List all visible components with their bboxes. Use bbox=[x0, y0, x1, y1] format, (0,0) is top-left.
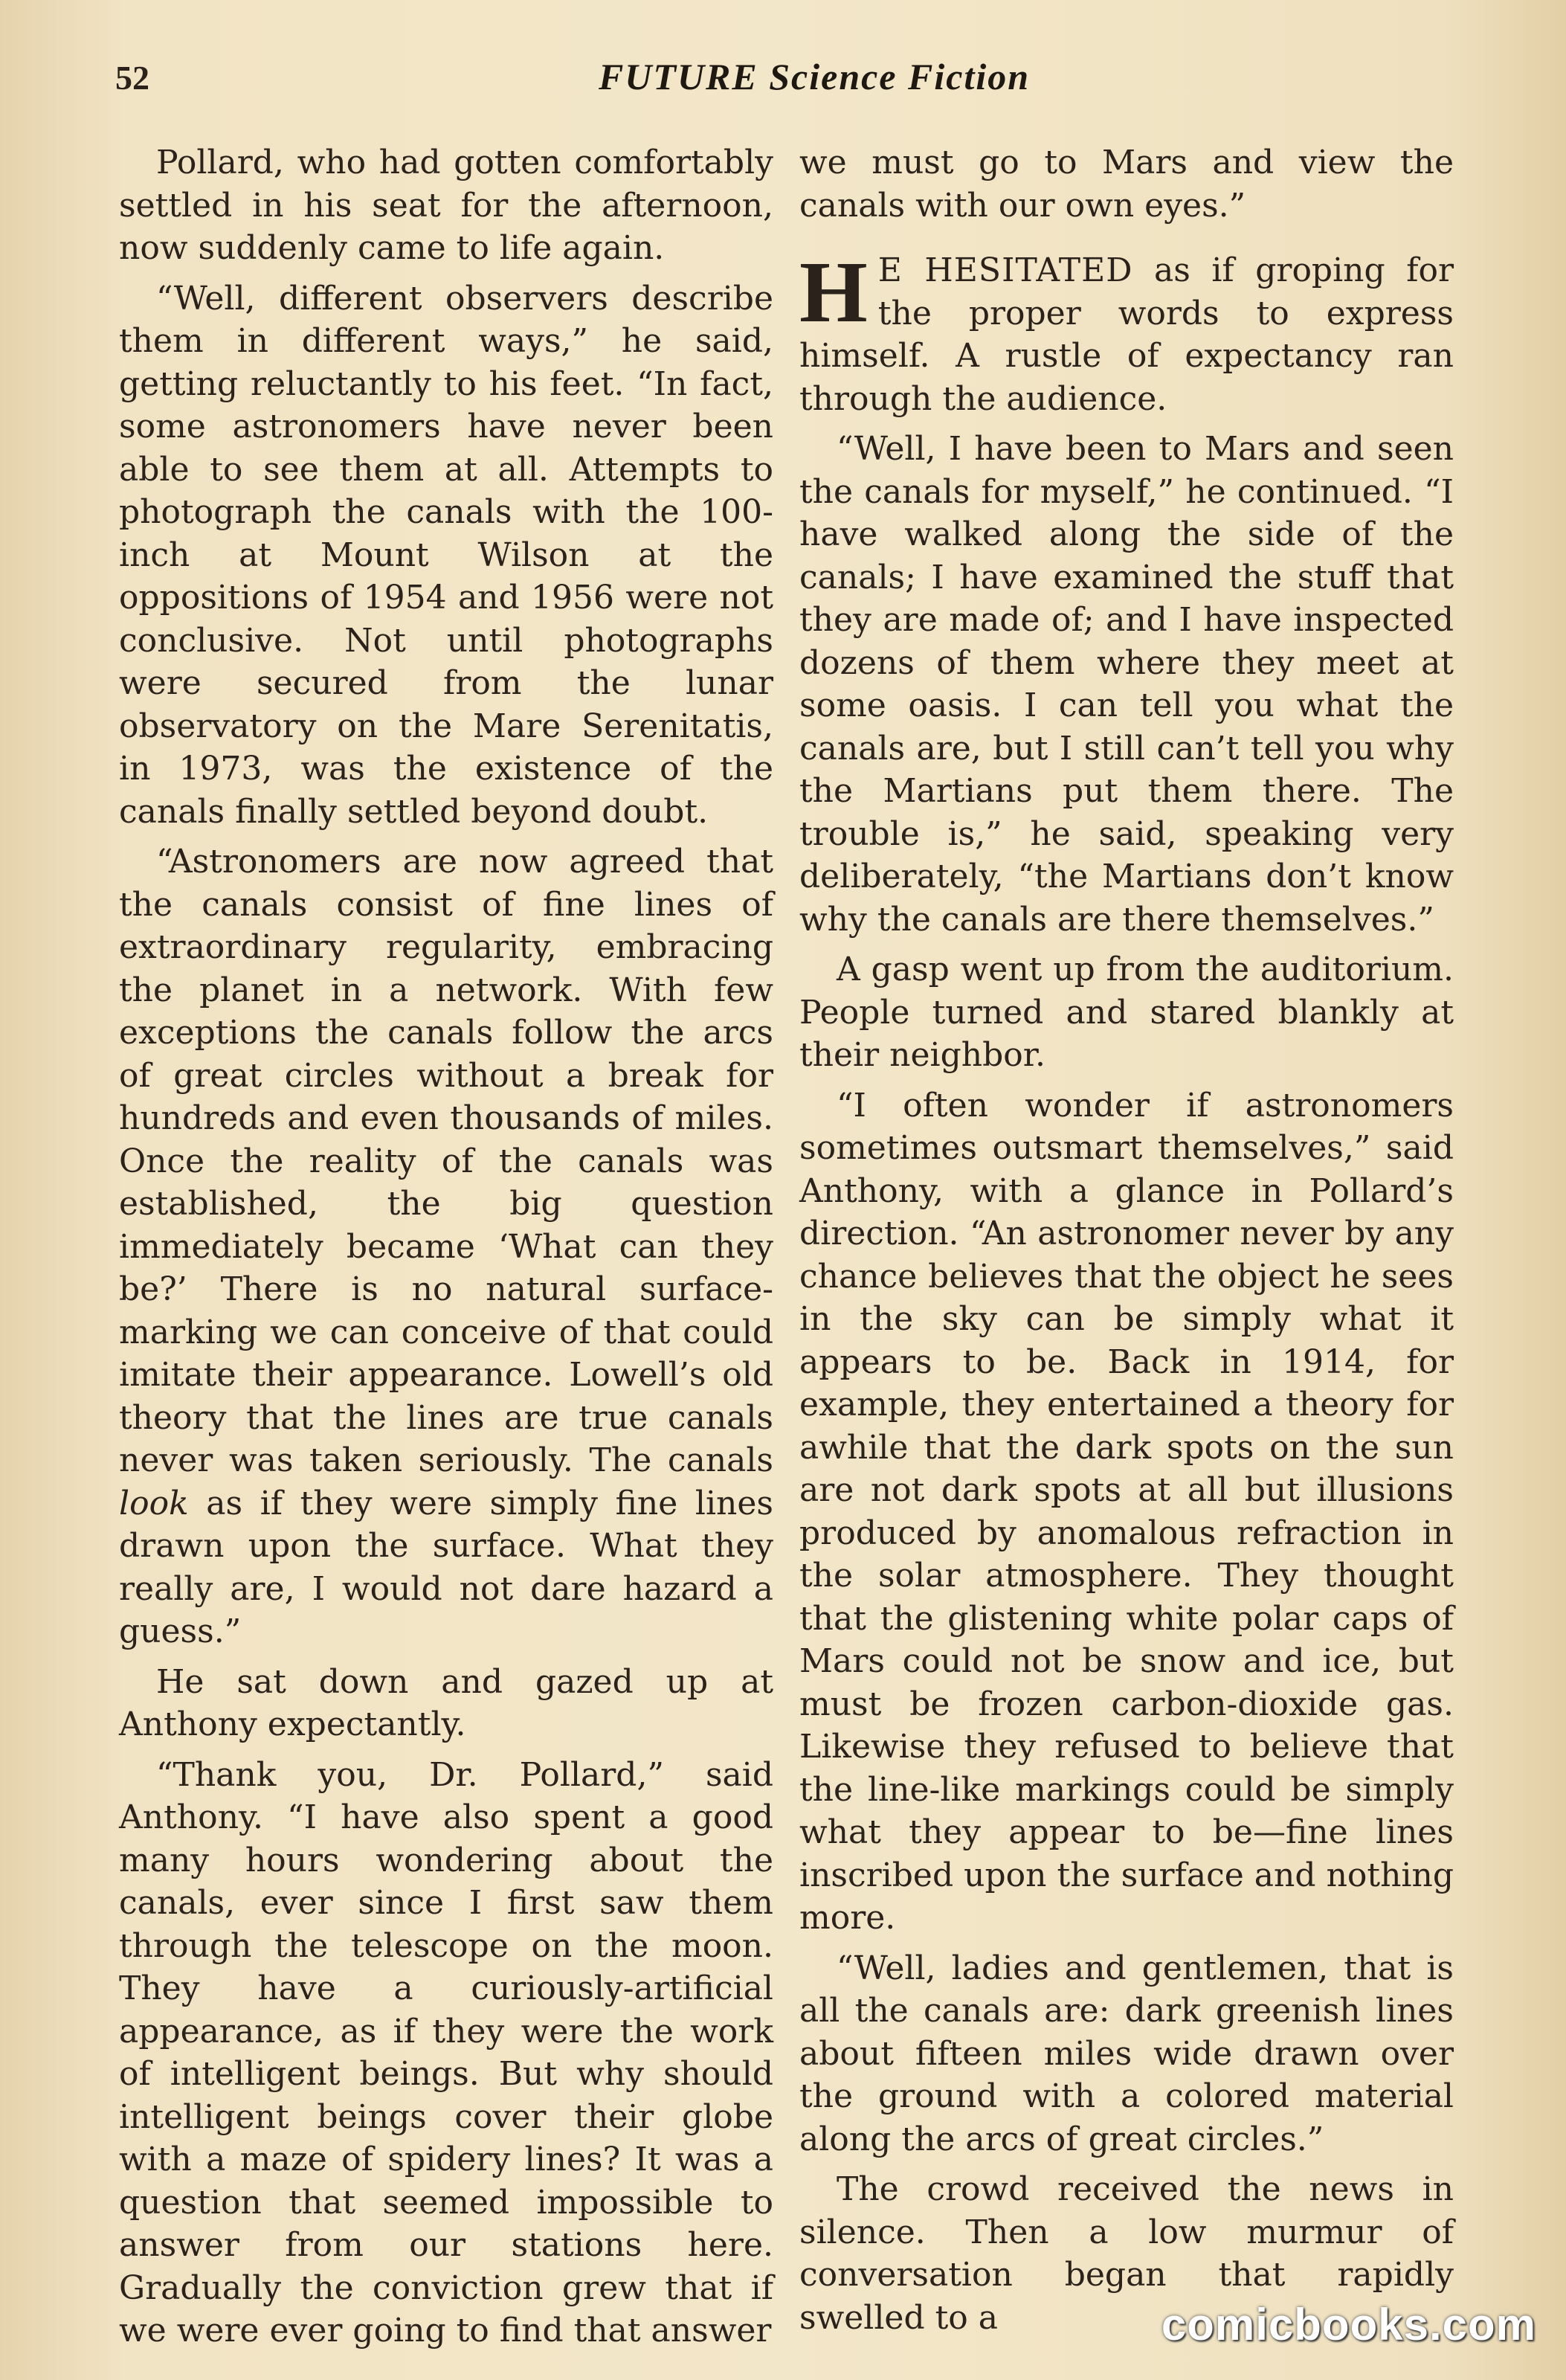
paragraph bbox=[119, 840, 773, 1653]
page-header bbox=[115, 58, 1454, 118]
paragraph-text: as if they were simply fine lines drawn upon the surface. What they really are, I would not dare hazard a guess.” bbox=[119, 1484, 773, 1650]
page-number: 52 bbox=[115, 59, 149, 97]
section-opening-paragraph bbox=[799, 243, 1454, 420]
paragraph-text: “Astronomers are now agreed that the canals consist of fine lines of extraordinary regularity, embracing the planet in a network. With few exceptions the canals follow the arcs of great circles without a break for hundreds and even thousands of miles. Once the reality of the canals was established, the big question immediately became ‘What can they be?’ There is no natural surface-marking we can conceive of that could imitate their appearance. Lowell’s old theory that the lines are true canals never was taken seriously. The canals bbox=[119, 843, 773, 1479]
watermark: comicbooks.com bbox=[1161, 2300, 1536, 2350]
small-caps-lead: E HESITATED bbox=[877, 251, 1133, 289]
paragraph: Pollard, who had gotten comfortably settled in his seat for the afternoon, now suddenly came to life again. bbox=[119, 144, 773, 267]
paragraph: “Well, different observers describe them in different ways,” he said, getting reluctantly to his feet. “In fact, some astronomers have never been able to see them at all. Attempts to photograph the canals with the 100-inch at Mount Wilson at the oppositions of 1954 and 1956 were not conclusive. Not until photographs were secured from the lunar observatory on the Mare Serenitatis, in 1973, was the existence of the canals finally settled beyond doubt. bbox=[119, 279, 773, 831]
paragraph: “Thank you, Dr. Pollard,” said Anthony. “I have also spent a good many hours wondering about the canals, ever since I first saw them through the telescope on the moon. They have a curiously-artificial appearance, as if they were the work of intelligent beings. But why should intelligent beings cover their globe with a maze of spidery lines? It was a question that seemed impossible to answer from our stations here. Gradually the conviction grew that if we were ever going to find that answer bbox=[119, 1755, 773, 2350]
paragraph: we must go to Mars and view the canals with our own eyes.” bbox=[799, 144, 1454, 225]
paragraph: “I often wonder if astronomers sometimes outsmart themselves,” said Anthony, with a glance in Pollard’s direction. “An astronomer never by any chance believes that the object he sees in the sky can be simply what it appears to be. Back in 1914, for example, they entertained a theory for awhile that the dark spots on the sun are not dark spots at all but illusions produced by anomalous refraction in the solar atmosphere. They thought that the glistening white polar caps of Mars could not be snow and ice, but must be frozen carbon-dioxide gas. Likewise they refused to believe that the line-like markings could be simply what they appear to be—fine lines inscribed upon the surface and nothing more. bbox=[799, 1086, 1454, 1937]
right-column bbox=[799, 141, 1454, 2347]
running-head: FUTURE Science Fiction bbox=[598, 56, 1031, 97]
paragraph: The crowd received the news in silence. Then a low murmur of conversation began that rapidly swelled to a bbox=[799, 2170, 1454, 2337]
emphasis-look: look bbox=[119, 1484, 189, 1522]
paragraph: A gasp went up from the auditorium. People turned and stared blankly at their neighbor. bbox=[799, 951, 1454, 1074]
paragraph: “Well, ladies and gentlemen, that is all the canals are: dark greenish lines about fifteen miles wide drawn over the ground with a colored material along the arcs of great circles.” bbox=[799, 1949, 1454, 2158]
paragraph: “Well, I have been to Mars and seen the canals for myself,” he continued. “I have walked along the side of the canals; I have examined the stuff that they are made of; and I have inspected dozens of them where they meet at some oasis. I can tell you what the canals are, but I still can’t tell you why the Martians put them there. The trouble is,” he said, speaking very deliberately, “the Martians don’t know why the canals are there themselves.” bbox=[799, 430, 1454, 939]
paragraph: He sat down and gazed up at Anthony expectantly. bbox=[119, 1662, 773, 1743]
left-column bbox=[119, 141, 773, 2360]
drop-cap: H bbox=[799, 243, 868, 341]
paragraph-text: as if groping for the proper words to express himself. A rustle of expectancy ran through the audience. bbox=[799, 251, 1454, 418]
